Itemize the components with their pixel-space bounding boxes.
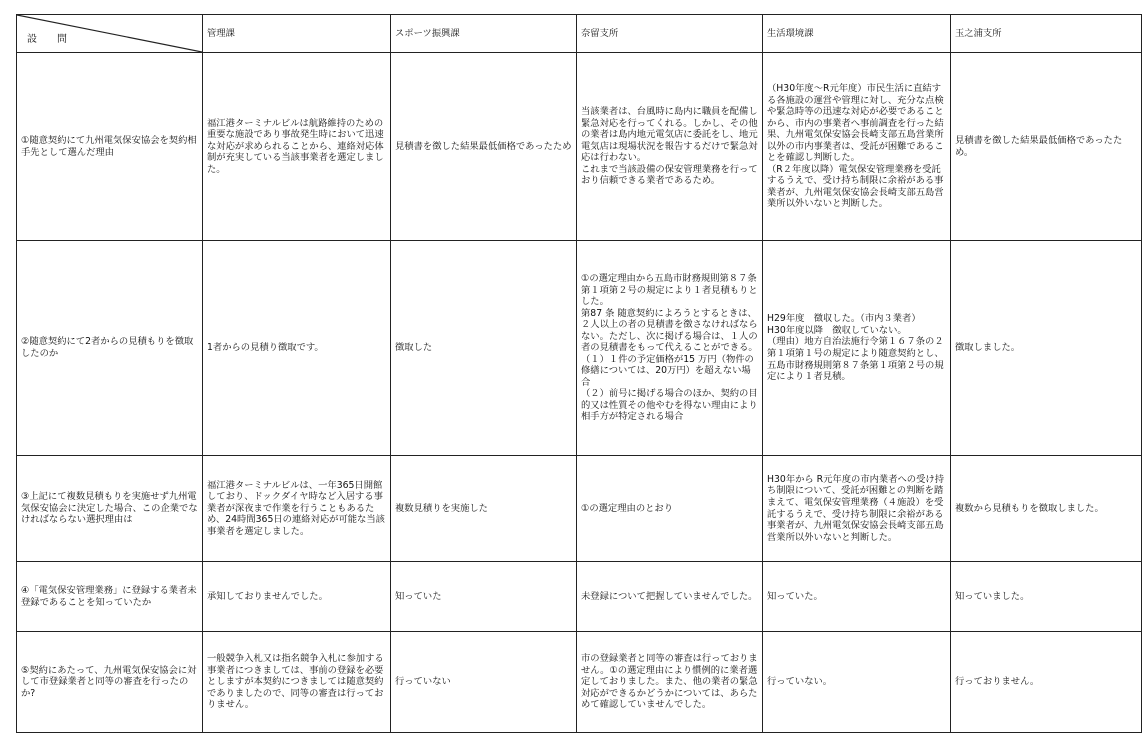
column-header-seikatsu: 生活環境課 (763, 15, 951, 53)
answer-cell: 複数から見積もりを徴取しました。 (951, 456, 1142, 562)
column-header-tamanoura: 玉之浦支所 (951, 15, 1142, 53)
question-cell: ④「電気保安管理業務」に登録する業者未登録であることを知っていたか (17, 562, 203, 632)
answer-cell: ①の選定理由から五島市財務規則第８７条第１項第２号の規定により１者見積もりとした。 第87 条 随意契約によろうとするときは、２人以上の者の見積書を徴さなければならない。ただし、次に掲げる場合は、１人の者の見積書をもって代えることができる。 （１）１件の予定価格が15 万円（物件の修繕については、20万円）を超えない場合 （２）前号に掲げる場合のほか、契約の目的又は性質その他やむを得ない理由により相手方が特定される場合 (577, 241, 763, 456)
answer-cell: 行っていない (391, 632, 577, 733)
answer-cell: 1者からの見積り徴取です。 (203, 241, 391, 456)
answer-cell: （H30年度～R元年度）市民生活に直結する各施設の運営や管理に対し、充分な点検や緊急時等の迅速な対応が必要であることから、市内の事業者へ事前調査を行った結果、九州電気保安協会長崎支部五島営業所以外の市内事業者は、受託が困難であることを確認し判断した。 （R２年度以降）電気保安管理業務を受託するうえで、受け持ち制限に余裕がある事業者が、九州電気保安協会長崎支部五島営業所以外いないと判断した。 (763, 53, 951, 241)
answer-cell: 行っておりません。 (951, 632, 1142, 733)
answer-cell: ①の選定理由のとおり (577, 456, 763, 562)
question-cell: ①随意契約にて九州電気保安協会を契約相手先として選んだ理由 (17, 53, 203, 241)
survey-table (16, 14, 1142, 733)
table-row (17, 53, 1142, 241)
table-row (17, 456, 1142, 562)
question-header-cell (17, 15, 203, 53)
question-cell: ⑤契約にあたって、九州電気保安協会に対して市登録業者と同等の審査を行ったのか? (17, 632, 203, 733)
answer-cell: 市の登録業者と同等の審査は行っておりません。①の選定理由により慣例的に業者選定しておりました。また、他の業者の緊急対応ができるかどうかについては、あらためて確認していませんでした。 (577, 632, 763, 733)
header-row (17, 15, 1142, 53)
table-row (17, 562, 1142, 632)
question-cell: ③上記にて複数見積もりを実施せず九州電気保安協会に決定した場合、この企業でなければならない選択理由は (17, 456, 203, 562)
column-header-sports: スポーツ振興課 (391, 15, 577, 53)
answer-cell: 徴取した (391, 241, 577, 456)
answer-cell: 知っていた (391, 562, 577, 632)
answer-cell: 知っていました。 (951, 562, 1142, 632)
question-header-label: 設 問 (27, 33, 72, 45)
column-header-naru: 奈留支所 (577, 15, 763, 53)
table-row (17, 241, 1142, 456)
answer-cell: H30年から R元年度の市内業者への受け持ち制限について、受託が困難との判断を踏まえて、電気保安管理業務（４施設）を受託するうえで、受け持ち制限に余裕がある事業者が、九州電気保安協会長崎支部五島営業所以外いないと判断した。 (763, 456, 951, 562)
column-header-kanri: 管理課 (203, 15, 391, 53)
answer-cell: 複数見積りを実施した (391, 456, 577, 562)
answer-cell: 福江港ターミナルビルは、一年365日開館しており、ドックダイヤ時など入居する事業者が深夜まで作業を行うこともあるため、24時間365日の連絡対応が可能な当該事業者を選定しました。 (203, 456, 391, 562)
answer-cell: 当該業者は、台風時に島内に職員を配備し緊急対応を行ってくれる。しかし、その他の業者は島内地元電気店に委託をし、地元電気店は現場状況を報告するだけで緊急対応は行わない。 これまで当該設備の保安管理業務を行っており信頼できる業者であるため。 (577, 53, 763, 241)
answer-cell: H29年度 徴収した。（市内３業者） H30年度以降 徴収していない。 （理由）地方自治法施行令第１６７条の２第１項第１号の規定により随意契約とし、五島市財務規則第８７条第１項第２号の規定により１者見積。 (763, 241, 951, 456)
answer-cell: 見積書を徴した結果最低価格であったため。 (951, 53, 1142, 241)
answer-cell: 福江港ターミナルビルは航路維持のための重要な施設であり事故発生時において迅速な対応が求められることから、連絡対応体制が充実している当該事業者を選定しました。 (203, 53, 391, 241)
answer-cell: 未登録について把握していませんでした。 (577, 562, 763, 632)
answer-cell: 徴取しました。 (951, 241, 1142, 456)
answer-cell: 行っていない。 (763, 632, 951, 733)
answer-cell: 承知しておりませんでした。 (203, 562, 391, 632)
answer-cell: 見積書を徴した結果最低価格であったため (391, 53, 577, 241)
table-row (17, 632, 1142, 733)
answer-cell: 知っていた。 (763, 562, 951, 632)
answer-cell: 一般競争入札又は指名競争入札に参加する事業者につきましては、事前の登録を必要としますが本契約につきましては随意契約でありましたので、同等の審査は行っておりません。 (203, 632, 391, 733)
question-cell: ②随意契約にて2者からの見積もりを徴取したのか (17, 241, 203, 456)
